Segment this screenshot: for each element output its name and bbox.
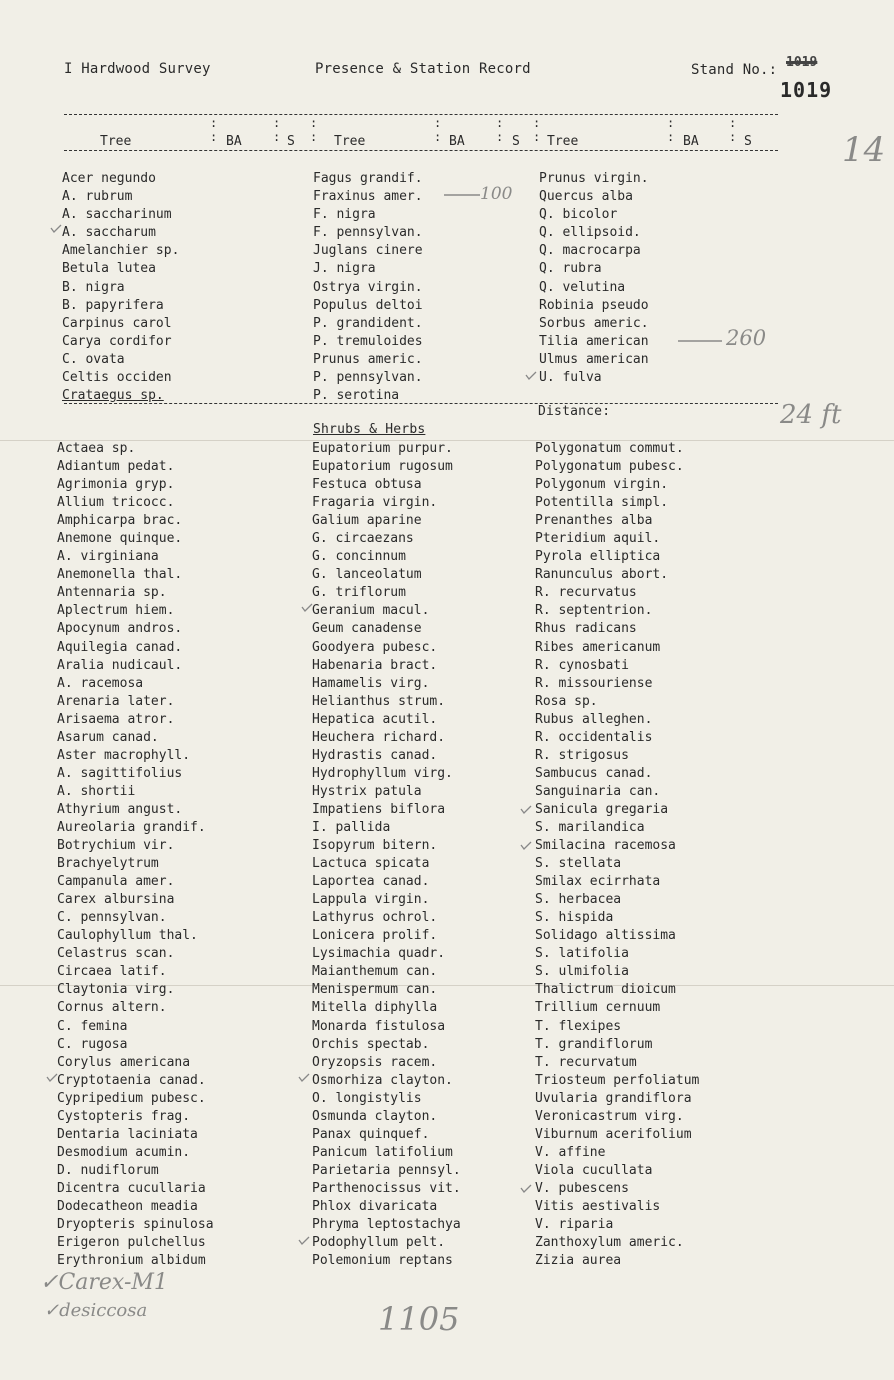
list-item: Rosa sp.	[535, 693, 598, 709]
stand-number: 1019	[780, 78, 833, 102]
list-item: Laportea canad.	[312, 874, 430, 890]
column-separator: : :	[273, 116, 281, 144]
list-item: Polygonatum commut.	[535, 441, 684, 456]
list-item: S. marilandica	[535, 819, 645, 835]
list-item: Ulmus american	[539, 351, 649, 367]
list-item: Campanula amer.	[57, 874, 175, 890]
header-top-rule	[64, 114, 778, 115]
list-item: Aquilegia canad.	[57, 639, 183, 655]
list-item: Erigeron pulchellus	[57, 1235, 206, 1251]
column-separator: : :	[434, 116, 442, 144]
list-item: Isopyrum bitern.	[312, 838, 438, 854]
list-item: Polygonatum pubesc.	[535, 459, 684, 475]
list-item: Amphicarpa brac.	[57, 513, 183, 529]
check-tick-icon	[525, 371, 537, 380]
list-item: Lathyrus ochrol.	[312, 910, 438, 926]
list-item: A. racemosa	[57, 675, 144, 691]
list-item: G. triflorum	[312, 585, 406, 601]
list-item: Menispermum can.	[312, 982, 438, 998]
list-item: Actaea sp.	[57, 441, 136, 456]
list-item: Phryma leptostachya	[312, 1217, 461, 1233]
pencil-dash	[676, 336, 724, 346]
list-item: Corylus americana	[57, 1054, 191, 1070]
list-item: T. grandiflorum	[535, 1036, 653, 1052]
list-item: S. latifolia	[535, 946, 629, 962]
list-item: Q. rubra	[539, 261, 602, 277]
list-item: Thalictrum dioicum	[535, 982, 676, 998]
stand-label: Stand No.:	[691, 62, 778, 78]
list-item: Viburnum acerifolium	[535, 1126, 692, 1142]
list-item: C. ovata	[62, 351, 125, 367]
list-item: J. nigra	[313, 261, 376, 277]
list-item: Hydrophyllum virg.	[312, 765, 453, 781]
list-item: P. pennsylvan.	[313, 370, 423, 386]
list-item: Crataegus sp.	[62, 388, 164, 404]
list-item: Triosteum perfoliatum	[535, 1072, 700, 1088]
list-item: Apocynum andros.	[57, 621, 183, 637]
trees-bottom-rule	[64, 403, 778, 404]
pencil-dash	[442, 190, 482, 200]
list-item: Adiantum pedat.	[57, 459, 175, 475]
list-item: Sanguinaria can.	[535, 783, 661, 799]
list-item: Maianthemum can.	[312, 964, 438, 980]
list-item: T. flexipes	[535, 1018, 622, 1034]
list-item: Solidago altissima	[535, 928, 676, 944]
list-item: Oryzopsis racem.	[312, 1054, 438, 1070]
list-item: Lysimachia quadr.	[312, 946, 446, 962]
distance-label: Distance:	[538, 404, 611, 419]
list-item: Panax quinquef.	[312, 1126, 430, 1142]
pencil-note-tilia: 260	[726, 326, 767, 350]
list-item: Dicentra cucullaria	[57, 1180, 206, 1196]
list-item: Betula lutea	[62, 261, 156, 277]
list-item: V. riparia	[535, 1217, 614, 1233]
list-item: Allium tricocc.	[57, 495, 175, 511]
column-separator: : :	[310, 116, 318, 144]
list-item: Geranium macul.	[312, 603, 430, 619]
list-item: Caulophyllum thal.	[57, 928, 198, 944]
list-item: Galium aparine	[312, 513, 422, 529]
list-item: Q. macrocarpa	[539, 243, 641, 259]
list-item: Circaea latif.	[57, 964, 167, 980]
list-item: Trillium cernuum	[535, 1000, 661, 1016]
column-separator: : :	[496, 116, 504, 144]
list-item: Smilacina racemosa	[535, 838, 676, 854]
list-item: Pteridium aquil.	[535, 531, 661, 547]
list-item: R. recurvatus	[535, 585, 637, 601]
list-item: Athyrium angust.	[57, 801, 183, 817]
list-item: Lactuca spicata	[312, 856, 430, 872]
list-item: D. nudiflorum	[57, 1162, 159, 1178]
list-item: Podophyllum pelt.	[312, 1235, 446, 1251]
list-item: Phlox divaricata	[312, 1198, 438, 1214]
list-item: Vitis aestivalis	[535, 1198, 661, 1214]
column-separator: : :	[533, 116, 541, 144]
list-item: Smilax ecirrhata	[535, 874, 661, 890]
herb-list-col3	[535, 440, 699, 1270]
list-item: Sorbus americ.	[539, 315, 649, 331]
list-item: T. recurvatum	[535, 1054, 637, 1070]
list-item: C. femina	[57, 1018, 128, 1034]
check-tick-icon	[46, 1073, 58, 1082]
list-item: O. longistylis	[312, 1090, 422, 1106]
list-item: Acer negundo	[62, 171, 156, 186]
stand-number-struck: 1019	[786, 55, 818, 70]
list-item: Tilia american	[539, 333, 649, 349]
list-item: Erythronium albidum	[57, 1253, 206, 1269]
herb-list-col1	[57, 440, 214, 1270]
ba-column-header: BA	[449, 134, 465, 149]
list-item: Impatiens biflora	[312, 801, 446, 817]
list-item: Cypripedium pubesc.	[57, 1090, 206, 1106]
list-item: Aplectrum hiem.	[57, 603, 175, 619]
list-item: A. saccharinum	[62, 207, 172, 223]
list-item: Cornus altern.	[57, 1000, 167, 1016]
list-item: A. saccharum	[62, 225, 156, 241]
list-item: C. pennsylvan.	[57, 910, 167, 926]
list-item: R. septentrion.	[535, 603, 653, 619]
list-item: Aralia nudicaul.	[57, 657, 183, 673]
list-item: A. shortii	[57, 783, 136, 799]
list-item: Juglans cinere	[313, 243, 423, 259]
list-item: Populus deltoi	[313, 297, 423, 313]
list-item: S. herbacea	[535, 892, 622, 908]
check-tick-icon	[301, 603, 313, 612]
list-item: Eupatorium rugosum	[312, 459, 453, 475]
list-item: S. hispida	[535, 910, 614, 926]
list-item: Zizia aurea	[535, 1253, 622, 1269]
list-item: A. rubrum	[62, 189, 133, 205]
list-item: R. missouriense	[535, 675, 653, 691]
pencil-note-bottom2: ✓desiccosa	[44, 1300, 148, 1321]
ba-column-header: BA	[226, 134, 242, 149]
list-item: Parietaria pennsyl.	[312, 1162, 461, 1178]
list-item: Q. velutina	[539, 279, 626, 295]
list-item: Ostrya virgin.	[313, 279, 423, 295]
list-item: G. concinnum	[312, 549, 406, 565]
list-item: Arisaema atror.	[57, 711, 175, 727]
list-item: V. affine	[535, 1144, 606, 1160]
list-item: Orchis spectab.	[312, 1036, 430, 1052]
list-item: Asarum canad.	[57, 729, 159, 745]
list-item: F. nigra	[313, 207, 376, 223]
list-item: Eupatorium purpur.	[312, 441, 453, 456]
tree-column-header: Tree	[334, 134, 366, 149]
list-item: Zanthoxylum americ.	[535, 1235, 684, 1251]
list-item: Uvularia grandiflora	[535, 1090, 692, 1106]
list-item: Fraxinus amer.	[313, 189, 423, 205]
tree-list-col3	[539, 170, 649, 387]
list-item: P. serotina	[313, 388, 400, 404]
pencil-note-distance: 24 ft	[780, 400, 842, 430]
list-item: R. occidentalis	[535, 729, 653, 745]
list-item: Prunus virgin.	[539, 171, 649, 186]
list-item: Monarda fistulosa	[312, 1018, 446, 1034]
list-item: Aster macrophyll.	[57, 747, 191, 763]
list-item: Brachyelytrum	[57, 856, 159, 872]
pencil-note-bottom-center: 1105	[378, 1300, 460, 1338]
pencil-note-bottom1: ✓Carex-M1	[40, 1270, 168, 1295]
list-item: Habenaria bract.	[312, 657, 438, 673]
list-item: B. papyrifera	[62, 297, 164, 313]
ba-column-header: BA	[683, 134, 699, 149]
list-item: Viola cucullata	[535, 1162, 653, 1178]
list-item: Arenaria later.	[57, 693, 175, 709]
check-tick-icon	[520, 841, 532, 850]
tree-list-col2	[313, 170, 423, 405]
list-item: F. pennsylvan.	[313, 225, 423, 241]
list-item: U. fulva	[539, 370, 602, 386]
list-item: Polemonium reptans	[312, 1253, 453, 1269]
list-item: Lappula virgin.	[312, 892, 430, 908]
check-tick-icon	[520, 1184, 532, 1193]
list-item: Hystrix patula	[312, 783, 422, 799]
tree-list-col1	[62, 170, 179, 405]
list-item: Rhus radicans	[535, 621, 637, 637]
list-item: Quercus alba	[539, 189, 633, 205]
column-separator: : :	[667, 116, 675, 144]
list-item: Sanicula gregaria	[535, 801, 669, 817]
list-item: Polygonum virgin.	[535, 477, 669, 493]
list-item: Hepatica acutil.	[312, 711, 438, 727]
list-item: A. virginiana	[57, 549, 159, 565]
list-item: Carex albursina	[57, 892, 175, 908]
list-item: Amelanchier sp.	[62, 243, 180, 259]
shrubs-herbs-title: Shrubs & Herbs	[313, 422, 426, 437]
list-item: Hydrastis canad.	[312, 747, 438, 763]
check-tick-icon	[520, 805, 532, 814]
s-column-header: S	[512, 134, 520, 149]
list-item: Fragaria virgin.	[312, 495, 438, 511]
list-item: Prunus americ.	[313, 351, 423, 367]
list-item: Prenanthes alba	[535, 513, 653, 529]
check-tick-icon	[298, 1236, 310, 1245]
list-item: Q. bicolor	[539, 207, 618, 223]
herb-list-col2	[312, 440, 461, 1270]
list-item: Anemonella thal.	[57, 567, 183, 583]
record-title: Presence & Station Record	[315, 61, 531, 77]
list-item: P. tremuloides	[313, 333, 423, 349]
tree-column-header: Tree	[547, 134, 579, 149]
list-item: Ranunculus abort.	[535, 567, 669, 583]
list-item: Carya cordifor	[62, 333, 172, 349]
list-item: Parthenocissus vit.	[312, 1180, 461, 1196]
list-item: Dentaria laciniata	[57, 1126, 198, 1142]
list-item: Panicum latifolium	[312, 1144, 453, 1160]
list-item: B. nigra	[62, 279, 125, 295]
list-item: Geum canadense	[312, 621, 422, 637]
list-item: Desmodium acumin.	[57, 1144, 191, 1160]
pencil-note-fraxinus: 100	[480, 184, 513, 204]
list-item: P. grandident.	[313, 315, 423, 331]
list-item: R. strigosus	[535, 747, 629, 763]
list-item: Cystopteris frag.	[57, 1108, 191, 1124]
list-item: C. rugosa	[57, 1036, 128, 1052]
list-item: Helianthus strum.	[312, 693, 446, 709]
list-item: Ribes americanum	[535, 639, 661, 655]
column-separator: : :	[729, 116, 737, 144]
list-item: G. circaezans	[312, 531, 414, 547]
header-bottom-rule	[64, 150, 778, 151]
list-item: Antennaria sp.	[57, 585, 167, 601]
list-item: Osmunda clayton.	[312, 1108, 438, 1124]
list-item: Cryptotaenia canad.	[57, 1072, 206, 1088]
s-column-header: S	[287, 134, 295, 149]
list-item: Veronicastrum virg.	[535, 1108, 684, 1124]
list-item: Carpinus carol	[62, 315, 172, 331]
list-item: R. cynosbati	[535, 657, 629, 673]
list-item: Celtis occiden	[62, 370, 172, 386]
list-item: Fagus grandif.	[313, 171, 423, 186]
list-item: Osmorhiza clayton.	[312, 1072, 453, 1088]
list-item: Botrychium vir.	[57, 838, 175, 854]
list-item: S. stellata	[535, 856, 622, 872]
list-item: S. ulmifolia	[535, 964, 629, 980]
list-item: Anemone quinque.	[57, 531, 183, 547]
tree-column-header: Tree	[100, 134, 132, 149]
pencil-note-corner: 14	[842, 130, 886, 170]
survey-title: I Hardwood Survey	[64, 61, 211, 77]
column-separator: : :	[210, 116, 218, 144]
list-item: Q. ellipsoid.	[539, 225, 641, 241]
list-item: Lonicera prolif.	[312, 928, 438, 944]
check-tick-icon	[50, 224, 62, 233]
list-item: Rubus alleghen.	[535, 711, 653, 727]
list-item: A. sagittifolius	[57, 765, 183, 781]
list-item: Celastrus scan.	[57, 946, 175, 962]
list-item: Mitella diphylla	[312, 1000, 438, 1016]
list-item: Pyrola elliptica	[535, 549, 661, 565]
list-item: Sambucus canad.	[535, 765, 653, 781]
list-item: V. pubescens	[535, 1180, 629, 1196]
list-item: Festuca obtusa	[312, 477, 422, 493]
list-item: Aureolaria grandif.	[57, 819, 206, 835]
list-item: Claytonia virg.	[57, 982, 175, 998]
s-column-header: S	[744, 134, 752, 149]
list-item: Agrimonia gryp.	[57, 477, 175, 493]
list-item: G. lanceolatum	[312, 567, 422, 583]
check-tick-icon	[298, 1073, 310, 1082]
list-item: Heuchera richard.	[312, 729, 446, 745]
list-item: Hamamelis virg.	[312, 675, 430, 691]
list-item: Dodecatheon meadia	[57, 1198, 198, 1214]
list-item: Robinia pseudo	[539, 297, 649, 313]
list-item: I. pallida	[312, 819, 391, 835]
list-item: Goodyera pubesc.	[312, 639, 438, 655]
list-item: Dryopteris spinulosa	[57, 1217, 214, 1233]
list-item: Potentilla simpl.	[535, 495, 669, 511]
